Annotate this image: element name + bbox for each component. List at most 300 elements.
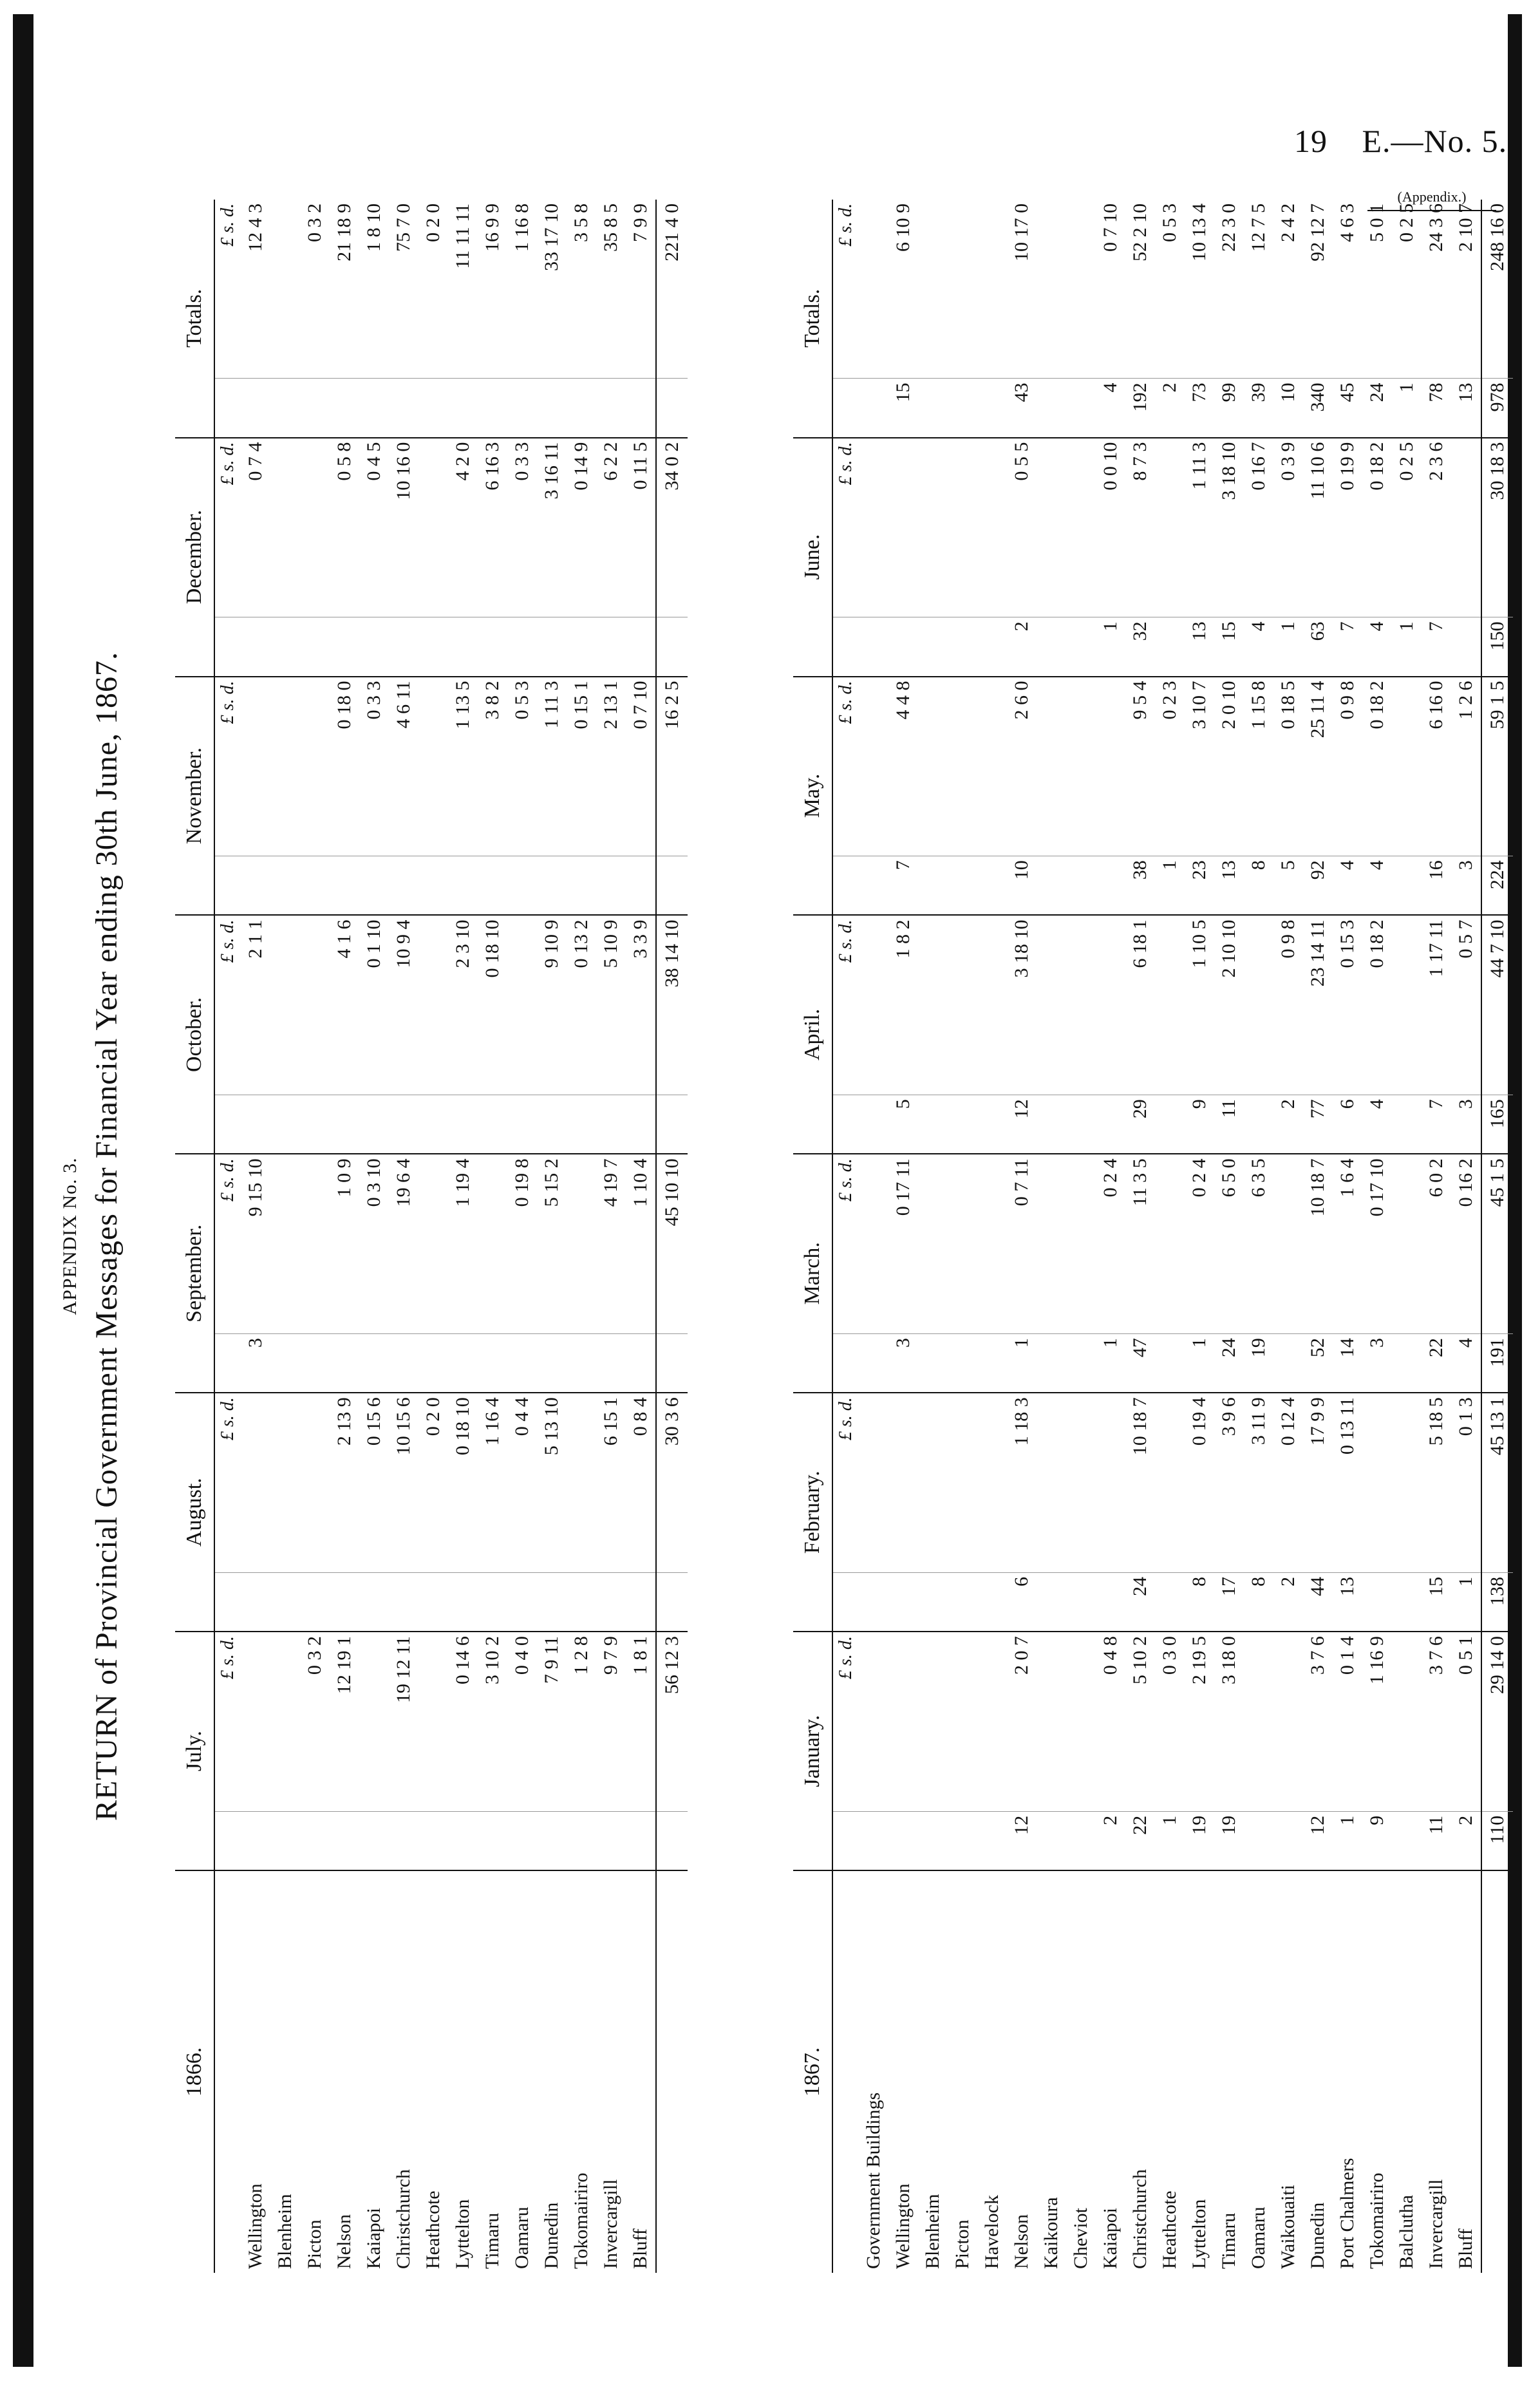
table-row bbox=[448, 200, 478, 2273]
amount-cell bbox=[1066, 1154, 1096, 1333]
amount-cell bbox=[270, 915, 300, 1095]
message-count: 13 bbox=[1451, 379, 1481, 438]
amount-cell bbox=[1392, 1154, 1422, 1333]
amount-cell bbox=[888, 1393, 918, 1572]
table-row bbox=[626, 200, 656, 2273]
message-count bbox=[241, 1811, 270, 1870]
amount-cell: 9 7 9 bbox=[596, 1632, 626, 1811]
station-name: Lyttelton bbox=[1188, 2199, 1210, 2269]
message-count bbox=[1066, 1095, 1096, 1154]
message-count: 2 bbox=[1273, 1095, 1303, 1154]
message-count bbox=[537, 379, 567, 438]
amount-cell: 12 7 5 bbox=[1244, 200, 1273, 379]
message-count bbox=[1155, 617, 1185, 677]
station-name: Lyttelton bbox=[452, 2199, 473, 2269]
amount-cell: 2 0 7 bbox=[1007, 1632, 1037, 1811]
amount-cell bbox=[1037, 677, 1066, 856]
message-count bbox=[330, 1573, 359, 1632]
amount-cell bbox=[948, 1632, 977, 1811]
unit-pence: d. bbox=[836, 203, 856, 217]
amount-cell bbox=[1066, 200, 1096, 379]
amount-cell: 6 10 9 bbox=[888, 200, 918, 379]
message-count bbox=[330, 617, 359, 677]
amount-cell: 10 17 0 bbox=[1007, 200, 1037, 379]
units-spacer bbox=[832, 379, 859, 438]
table-row bbox=[478, 200, 507, 2273]
amount-cell: 0 16 7 bbox=[1244, 438, 1273, 617]
message-count bbox=[1066, 856, 1096, 916]
amount-cell bbox=[507, 915, 537, 1095]
message-count bbox=[596, 1811, 626, 1870]
message-count: 19 bbox=[1214, 1811, 1244, 1870]
amount-cell: 0 19 9 bbox=[1333, 438, 1362, 617]
message-count bbox=[948, 379, 977, 438]
message-count: 9 bbox=[1185, 1095, 1214, 1154]
units-label bbox=[214, 200, 241, 379]
month-header-row bbox=[793, 200, 832, 2273]
station-name: Tokomairiro bbox=[570, 2172, 592, 2269]
amount-cell bbox=[418, 915, 448, 1095]
station-name: Heathcote bbox=[422, 2190, 444, 2269]
amount-cell: 2 6 0 bbox=[1007, 677, 1037, 856]
amount-cell: 0 3 10 bbox=[359, 1154, 389, 1333]
message-count: 7 bbox=[1333, 617, 1362, 677]
message-count bbox=[330, 856, 359, 916]
amount-cell bbox=[1037, 1393, 1066, 1572]
message-count bbox=[537, 1095, 567, 1154]
message-count bbox=[1392, 1334, 1422, 1393]
amount-cell: 3 18 10 bbox=[1214, 438, 1244, 617]
month-header: May. bbox=[793, 677, 832, 916]
message-count: 11 bbox=[1214, 1095, 1244, 1154]
message-count bbox=[977, 1095, 1007, 1154]
scan-edge-left bbox=[13, 14, 33, 2367]
message-count: 2 bbox=[1273, 1573, 1303, 1632]
amount-cell: 5 0 1 bbox=[1362, 200, 1392, 379]
amount-cell bbox=[1096, 1393, 1125, 1572]
message-count: 10 bbox=[1007, 856, 1037, 916]
month-header: July. bbox=[175, 1632, 214, 1870]
message-count bbox=[359, 1095, 389, 1154]
total-count: 165 bbox=[1481, 1095, 1513, 1154]
amount-cell bbox=[567, 1154, 596, 1333]
message-count: 73 bbox=[1185, 379, 1214, 438]
message-count bbox=[596, 1573, 626, 1632]
units-spacer bbox=[832, 1811, 859, 1870]
amount-cell bbox=[1155, 438, 1185, 617]
amount-cell bbox=[1096, 677, 1125, 856]
message-count: 15 bbox=[888, 379, 918, 438]
message-count: 19 bbox=[1244, 1334, 1273, 1393]
amount-cell: 1 2 6 bbox=[1451, 677, 1481, 856]
amount-cell bbox=[478, 1154, 507, 1333]
unit-shilling: s. bbox=[218, 1415, 238, 1427]
amount-cell: 17 9 9 bbox=[1303, 1393, 1333, 1572]
amount-cell: 1 8 10 bbox=[359, 200, 389, 379]
amount-cell: 1 11 3 bbox=[1185, 438, 1214, 617]
unit-shilling: s. bbox=[836, 699, 856, 711]
message-count bbox=[1037, 1334, 1066, 1393]
amount-cell: 0 13 2 bbox=[567, 915, 596, 1095]
station-name: Dunedin bbox=[1307, 2202, 1328, 2269]
message-count bbox=[859, 379, 888, 438]
amount-cell: 0 8 4 bbox=[626, 1393, 656, 1572]
message-count: 1 bbox=[1273, 617, 1303, 677]
amount-cell: 75 7 0 bbox=[389, 200, 418, 379]
message-count: 3 bbox=[1451, 856, 1481, 916]
amount-cell bbox=[888, 438, 918, 617]
station-name: Timaru bbox=[1218, 2212, 1239, 2269]
message-count: 23 bbox=[1185, 856, 1214, 916]
message-count bbox=[626, 1573, 656, 1632]
unit-shilling: s. bbox=[218, 699, 238, 711]
total-amount: 221 4 0 bbox=[656, 200, 688, 379]
units-label bbox=[832, 677, 859, 856]
units-spacer bbox=[832, 1573, 859, 1632]
unit-shilling: s. bbox=[836, 1176, 856, 1189]
station-name: Nelson bbox=[333, 2214, 355, 2269]
amount-cell bbox=[888, 1632, 918, 1811]
station-name: Invercargill bbox=[600, 2179, 621, 2269]
amount-cell: 24 3 6 bbox=[1422, 200, 1451, 379]
message-count bbox=[241, 617, 270, 677]
message-count: 13 bbox=[1214, 856, 1244, 916]
units-spacer bbox=[214, 856, 241, 916]
amount-cell bbox=[270, 1632, 300, 1811]
amount-cell bbox=[1066, 677, 1096, 856]
amount-cell: 35 8 5 bbox=[596, 200, 626, 379]
message-count bbox=[1392, 1095, 1422, 1154]
station-name: Bluff bbox=[630, 2228, 651, 2269]
amount-cell bbox=[977, 1393, 1007, 1572]
amount-cell: 11 11 11 bbox=[448, 200, 478, 379]
page-number: 19 bbox=[1294, 123, 1328, 159]
amount-cell: 0 15 6 bbox=[359, 1393, 389, 1572]
units-spacer bbox=[832, 1870, 859, 2273]
unit-pound: £ bbox=[836, 237, 856, 247]
amount-cell: 9 15 10 bbox=[241, 1154, 270, 1333]
message-count: 8 bbox=[1244, 856, 1273, 916]
table-row bbox=[241, 200, 270, 2273]
table-row bbox=[1392, 200, 1422, 2273]
amount-cell bbox=[270, 677, 300, 856]
amount-cell: 0 3 2 bbox=[300, 200, 330, 379]
message-count: 12 bbox=[1007, 1095, 1037, 1154]
message-count: 2 bbox=[1155, 379, 1185, 438]
total-amount: 45 1 5 bbox=[1481, 1154, 1513, 1333]
total-amount: 59 1 5 bbox=[1481, 677, 1513, 856]
amount-cell: 0 12 4 bbox=[1273, 1393, 1303, 1572]
station-name: Blenheim bbox=[274, 2194, 296, 2269]
message-count bbox=[389, 379, 418, 438]
message-count: 32 bbox=[1125, 617, 1155, 677]
units-row bbox=[832, 200, 859, 2273]
amount-cell bbox=[270, 1154, 300, 1333]
units-spacer bbox=[832, 1095, 859, 1154]
table-row bbox=[389, 200, 418, 2273]
amount-cell bbox=[359, 1632, 389, 1811]
amount-cell: 0 9 8 bbox=[1333, 677, 1362, 856]
unit-pound: £ bbox=[218, 1431, 238, 1441]
message-count: 38 bbox=[1125, 856, 1155, 916]
message-count: 17 bbox=[1214, 1573, 1244, 1632]
table-row bbox=[1422, 200, 1451, 2273]
unit-shilling: s. bbox=[218, 460, 238, 472]
amount-cell bbox=[300, 677, 330, 856]
message-count bbox=[389, 1811, 418, 1870]
amount-cell: 3 18 10 bbox=[1007, 915, 1037, 1095]
amount-cell: 8 7 3 bbox=[1125, 438, 1155, 617]
amount-cell bbox=[977, 915, 1007, 1095]
message-count bbox=[918, 1095, 948, 1154]
amount-cell bbox=[859, 1632, 888, 1811]
amount-cell: 10 9 4 bbox=[389, 915, 418, 1095]
amount-cell bbox=[418, 1632, 448, 1811]
amount-cell: 0 2 5 bbox=[1392, 438, 1422, 617]
message-count bbox=[1096, 1573, 1125, 1632]
message-count bbox=[1273, 1811, 1303, 1870]
message-count bbox=[1392, 1811, 1422, 1870]
message-count: 78 bbox=[1422, 379, 1451, 438]
amount-cell: 6 16 0 bbox=[1422, 677, 1451, 856]
message-count bbox=[1096, 856, 1125, 916]
amount-cell bbox=[859, 915, 888, 1095]
unit-shilling: s. bbox=[836, 1415, 856, 1427]
message-count: 2 bbox=[1007, 617, 1037, 677]
message-count bbox=[359, 1811, 389, 1870]
station-name: Christchurch bbox=[1129, 2169, 1150, 2269]
amount-cell: 1 17 11 bbox=[1422, 915, 1451, 1095]
amount-cell bbox=[977, 1632, 1007, 1811]
amount-cell: 0 2 0 bbox=[418, 200, 448, 379]
amount-cell: 5 10 2 bbox=[1125, 1632, 1155, 1811]
message-count bbox=[1037, 379, 1066, 438]
total-amount: 248 16 0 bbox=[1481, 200, 1513, 379]
amount-cell: 0 5 3 bbox=[1155, 200, 1185, 379]
amount-cell bbox=[918, 677, 948, 856]
message-count bbox=[1362, 1573, 1392, 1632]
message-count: 13 bbox=[1185, 617, 1214, 677]
message-count bbox=[270, 1811, 300, 1870]
month-header: October. bbox=[175, 915, 214, 1154]
amount-cell: 7 9 9 bbox=[626, 200, 656, 379]
amount-cell bbox=[977, 1154, 1007, 1333]
amount-cell bbox=[567, 1393, 596, 1572]
unit-pound: £ bbox=[836, 1192, 856, 1202]
message-count bbox=[918, 617, 948, 677]
amount-cell: 2 4 2 bbox=[1273, 200, 1303, 379]
message-count bbox=[1244, 1811, 1273, 1870]
message-count bbox=[478, 1334, 507, 1393]
unit-pound: £ bbox=[836, 476, 856, 485]
message-count bbox=[567, 1095, 596, 1154]
units-spacer bbox=[214, 1573, 241, 1632]
message-count bbox=[418, 1573, 448, 1632]
total-row bbox=[656, 200, 688, 2273]
message-count bbox=[859, 1334, 888, 1393]
message-count bbox=[270, 1334, 300, 1393]
amount-cell: 6 16 3 bbox=[478, 438, 507, 617]
message-count: 1 bbox=[1392, 617, 1422, 677]
message-count bbox=[626, 379, 656, 438]
message-count bbox=[596, 1095, 626, 1154]
unit-pound: £ bbox=[836, 954, 856, 963]
amount-cell: 0 4 8 bbox=[1096, 1632, 1125, 1811]
message-count bbox=[596, 379, 626, 438]
total-amount: 56 12 3 bbox=[656, 1632, 688, 1811]
message-count bbox=[300, 617, 330, 677]
message-count bbox=[389, 617, 418, 677]
message-count: 3 bbox=[1451, 1095, 1481, 1154]
units-spacer bbox=[214, 379, 241, 438]
message-count: 1 bbox=[1007, 1334, 1037, 1393]
message-count: 77 bbox=[1303, 1095, 1333, 1154]
table-row bbox=[1037, 200, 1066, 2273]
amount-cell: 2 1 1 bbox=[241, 915, 270, 1095]
amount-cell: 0 18 10 bbox=[478, 915, 507, 1095]
amount-cell bbox=[859, 438, 888, 617]
amount-cell bbox=[1037, 438, 1066, 617]
month-header: September. bbox=[175, 1154, 214, 1393]
amount-cell: 2 3 6 bbox=[1422, 438, 1451, 617]
amount-cell bbox=[948, 1393, 977, 1572]
amount-cell bbox=[918, 1632, 948, 1811]
amount-cell: 0 2 3 bbox=[1155, 677, 1185, 856]
amount-cell bbox=[300, 438, 330, 617]
message-count: 4 bbox=[1451, 1334, 1481, 1393]
message-count bbox=[1037, 617, 1066, 677]
message-count bbox=[270, 1573, 300, 1632]
amount-cell: 0 18 2 bbox=[1362, 677, 1392, 856]
amount-cell: 3 11 9 bbox=[1244, 1393, 1273, 1572]
amount-cell: 52 2 10 bbox=[1125, 200, 1155, 379]
amount-cell: 3 8 2 bbox=[478, 677, 507, 856]
message-count bbox=[1037, 856, 1066, 916]
message-count bbox=[596, 856, 626, 916]
message-count: 22 bbox=[1422, 1334, 1451, 1393]
message-count bbox=[596, 617, 626, 677]
unit-pence: d. bbox=[218, 1636, 238, 1650]
amount-cell bbox=[1392, 1632, 1422, 1811]
units-label bbox=[832, 1393, 859, 1572]
amount-cell: 0 7 4 bbox=[241, 438, 270, 617]
units-label bbox=[832, 1632, 859, 1811]
station-name: Oamaru bbox=[511, 2207, 532, 2269]
station-name: Picton bbox=[304, 2219, 325, 2269]
table-row bbox=[1333, 200, 1362, 2273]
message-count bbox=[626, 856, 656, 916]
amount-cell bbox=[1037, 1632, 1066, 1811]
amount-cell: 0 3 2 bbox=[300, 1632, 330, 1811]
message-count bbox=[626, 1095, 656, 1154]
amount-cell: 1 0 9 bbox=[330, 1154, 359, 1333]
unit-pence: d. bbox=[836, 1397, 856, 1411]
unit-shilling: s. bbox=[218, 1654, 238, 1666]
amount-cell bbox=[948, 200, 977, 379]
table-row bbox=[1273, 200, 1303, 2273]
amount-cell bbox=[1037, 915, 1066, 1095]
amount-cell bbox=[1066, 438, 1096, 617]
amount-cell bbox=[977, 677, 1007, 856]
unit-pence: d. bbox=[836, 1636, 856, 1650]
station-name: Cheviot bbox=[1070, 2208, 1091, 2269]
message-count bbox=[330, 1334, 359, 1393]
units-spacer bbox=[214, 1870, 241, 2273]
amount-cell: 0 18 10 bbox=[448, 1393, 478, 1572]
table-row bbox=[418, 200, 448, 2273]
amount-cell bbox=[977, 200, 1007, 379]
message-count: 29 bbox=[1125, 1095, 1155, 1154]
amount-cell: 0 5 1 bbox=[1451, 1632, 1481, 1811]
amount-cell: 3 10 2 bbox=[478, 1632, 507, 1811]
message-count bbox=[389, 1334, 418, 1393]
amount-cell bbox=[948, 677, 977, 856]
amount-cell: 1 16 9 bbox=[1362, 1632, 1392, 1811]
message-count bbox=[478, 617, 507, 677]
amount-cell bbox=[918, 1393, 948, 1572]
message-count bbox=[507, 379, 537, 438]
unit-pence: d. bbox=[218, 442, 238, 456]
amount-cell bbox=[1451, 438, 1481, 617]
message-count: 4 bbox=[1333, 856, 1362, 916]
month-header: June. bbox=[793, 438, 832, 677]
amount-cell: 0 4 4 bbox=[507, 1393, 537, 1572]
message-count bbox=[1037, 1811, 1066, 1870]
amount-cell: 6 3 5 bbox=[1244, 1154, 1273, 1333]
message-count bbox=[859, 856, 888, 916]
amount-cell: 0 19 4 bbox=[1185, 1393, 1214, 1572]
amount-cell: 0 3 3 bbox=[359, 677, 389, 856]
message-count: 4 bbox=[1362, 617, 1392, 677]
message-count: 4 bbox=[1096, 379, 1125, 438]
message-count bbox=[1392, 856, 1422, 916]
total-amount: 29 14 0 bbox=[1481, 1632, 1513, 1811]
message-count: 19 bbox=[1185, 1811, 1214, 1870]
amount-cell: 0 1 4 bbox=[1333, 1632, 1362, 1811]
amount-cell: 0 5 7 bbox=[1451, 915, 1481, 1095]
amount-cell: 0 3 0 bbox=[1155, 1632, 1185, 1811]
station-name: Havelock bbox=[981, 2195, 1002, 2269]
amount-cell: 23 14 11 bbox=[1303, 915, 1333, 1095]
table-row bbox=[1007, 200, 1037, 2273]
amount-cell: 0 1 10 bbox=[359, 915, 389, 1095]
amount-cell: 2 13 1 bbox=[596, 677, 626, 856]
message-count bbox=[448, 1811, 478, 1870]
amount-cell: 0 4 5 bbox=[359, 438, 389, 617]
units-spacer bbox=[214, 1334, 241, 1393]
message-count bbox=[859, 1095, 888, 1154]
amount-cell: 10 16 0 bbox=[389, 438, 418, 617]
amount-cell bbox=[1362, 1393, 1392, 1572]
message-count: 52 bbox=[1303, 1334, 1333, 1393]
message-count bbox=[977, 1334, 1007, 1393]
unit-pence: d. bbox=[836, 919, 856, 934]
message-count bbox=[1066, 1334, 1096, 1393]
total-count: 191 bbox=[1481, 1334, 1513, 1393]
amount-cell bbox=[418, 677, 448, 856]
message-count bbox=[507, 856, 537, 916]
unit-shilling: s. bbox=[218, 937, 238, 950]
total-label-spacer bbox=[1481, 1870, 1513, 2273]
table-row bbox=[1155, 200, 1185, 2273]
message-count bbox=[507, 1334, 537, 1393]
station-name: Port Chalmers bbox=[1337, 2158, 1358, 2269]
amount-cell bbox=[1066, 1393, 1096, 1572]
message-count bbox=[270, 856, 300, 916]
amount-cell: 2 13 9 bbox=[330, 1393, 359, 1572]
units-spacer bbox=[832, 617, 859, 677]
table-row bbox=[537, 200, 567, 2273]
